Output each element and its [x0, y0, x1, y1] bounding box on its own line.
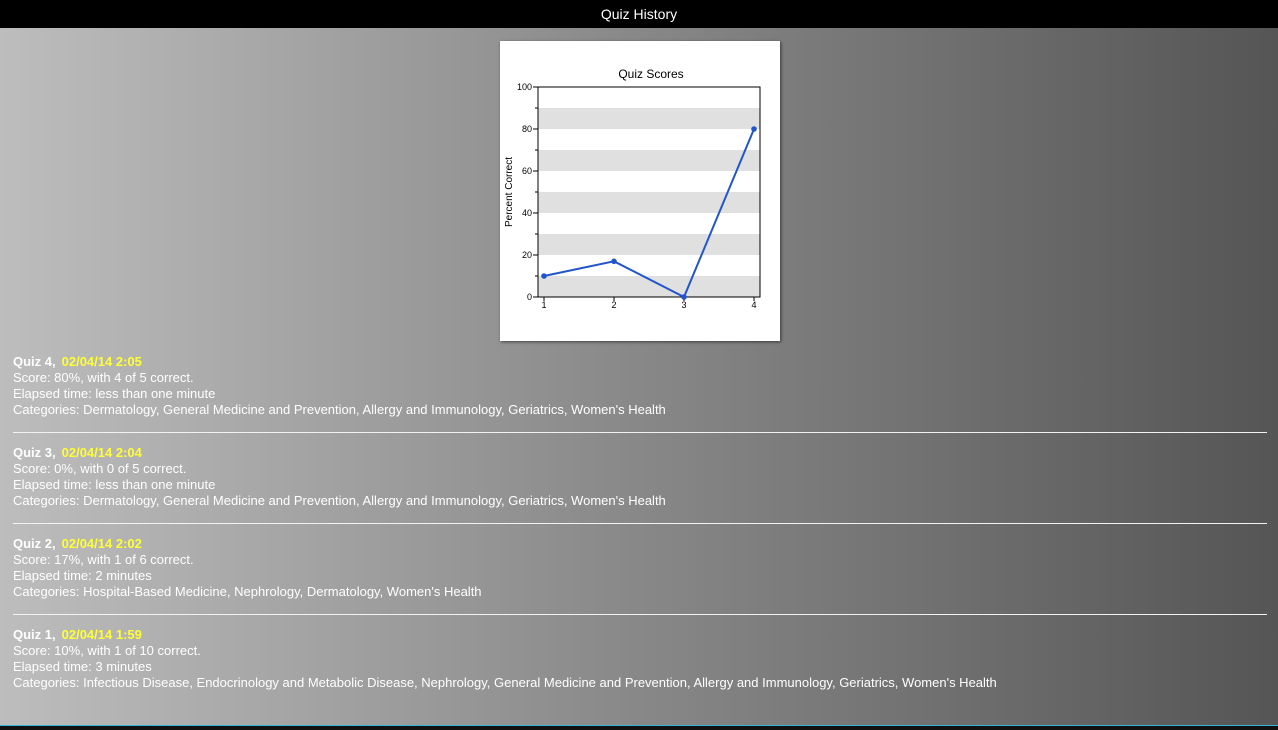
page-title: Quiz History — [600, 6, 678, 22]
data-point — [541, 273, 547, 279]
quiz-score: Score: 17%, with 1 of 6 correct. — [13, 552, 194, 567]
y-axis-label: Percent Correct — [504, 156, 515, 228]
quiz-header — [13, 536, 1267, 552]
grid-band — [538, 108, 760, 129]
quiz-label: Quiz 3, — [13, 445, 56, 460]
y-tick-label: 80 — [521, 124, 532, 134]
x-tick-label: 1 — [541, 300, 547, 310]
data-point — [751, 126, 757, 132]
quiz-date: 02/04/14 1:59 — [61, 627, 142, 642]
quiz-score: Score: 80%, with 4 of 5 correct. — [13, 370, 194, 385]
quiz-categories: Categories: Dermatology, General Medicine and Prevention, Allergy and Immunology, Geriatrics, Women's Health — [13, 402, 666, 417]
quiz-categories: Categories: Dermatology, General Medicine and Prevention, Allergy and Immunology, Geriatrics, Women's Health — [13, 493, 666, 508]
quiz-label: Quiz 1, — [13, 627, 56, 642]
quiz-entry[interactable] — [13, 523, 1267, 600]
y-tick-label: 60 — [521, 166, 532, 176]
x-tick-label: 4 — [751, 300, 757, 310]
x-tick-label: 2 — [611, 300, 617, 310]
quiz-scores-chart — [500, 41, 780, 341]
chart-svg — [500, 41, 780, 341]
quiz-score: Score: 10%, with 1 of 10 correct. — [13, 643, 201, 658]
quiz-header — [13, 445, 1267, 461]
quiz-elapsed: Elapsed time: less than one minute — [13, 477, 216, 492]
quiz-elapsed: Elapsed time: 3 minutes — [13, 659, 152, 674]
quiz-date: 02/04/14 2:02 — [61, 536, 142, 551]
y-tick-label: 0 — [526, 292, 532, 302]
grid-band — [538, 234, 760, 255]
grid-band — [538, 150, 760, 171]
quiz-score: Score: 0%, with 0 of 5 correct. — [13, 461, 187, 476]
quiz-date: 02/04/14 2:05 — [61, 354, 142, 369]
quiz-categories: Categories: Hospital-Based Medicine, Nephrology, Dermatology, Women's Health — [13, 584, 482, 599]
x-tick-label: 3 — [681, 300, 687, 310]
y-tick-label: 20 — [521, 250, 532, 260]
chart-title: Quiz Scores — [618, 67, 684, 81]
quiz-entry[interactable] — [13, 614, 1267, 691]
y-tick-label: 100 — [516, 82, 532, 92]
quiz-header — [13, 627, 1267, 643]
quiz-elapsed: Elapsed time: 2 minutes — [13, 568, 152, 583]
quiz-elapsed: Elapsed time: less than one minute — [13, 386, 216, 401]
data-point — [681, 294, 687, 300]
y-tick-label: 40 — [521, 208, 532, 218]
quiz-label: Quiz 2, — [13, 536, 56, 551]
quiz-entry[interactable] — [13, 432, 1267, 509]
data-point — [611, 259, 617, 265]
title-bar — [0, 0, 1278, 28]
quiz-list — [13, 354, 1267, 691]
quiz-label: Quiz 4, — [13, 354, 56, 369]
quiz-entry[interactable] — [13, 354, 1267, 418]
bottom-bar — [0, 725, 1278, 730]
quiz-header — [13, 354, 1267, 370]
quiz-date: 02/04/14 2:04 — [61, 445, 142, 460]
quiz-categories: Categories: Infectious Disease, Endocrinology and Metabolic Disease, Nephrology, General Medicine and Prevention, Allergy and Immunology, Geriatrics, Women's Health — [13, 675, 997, 690]
